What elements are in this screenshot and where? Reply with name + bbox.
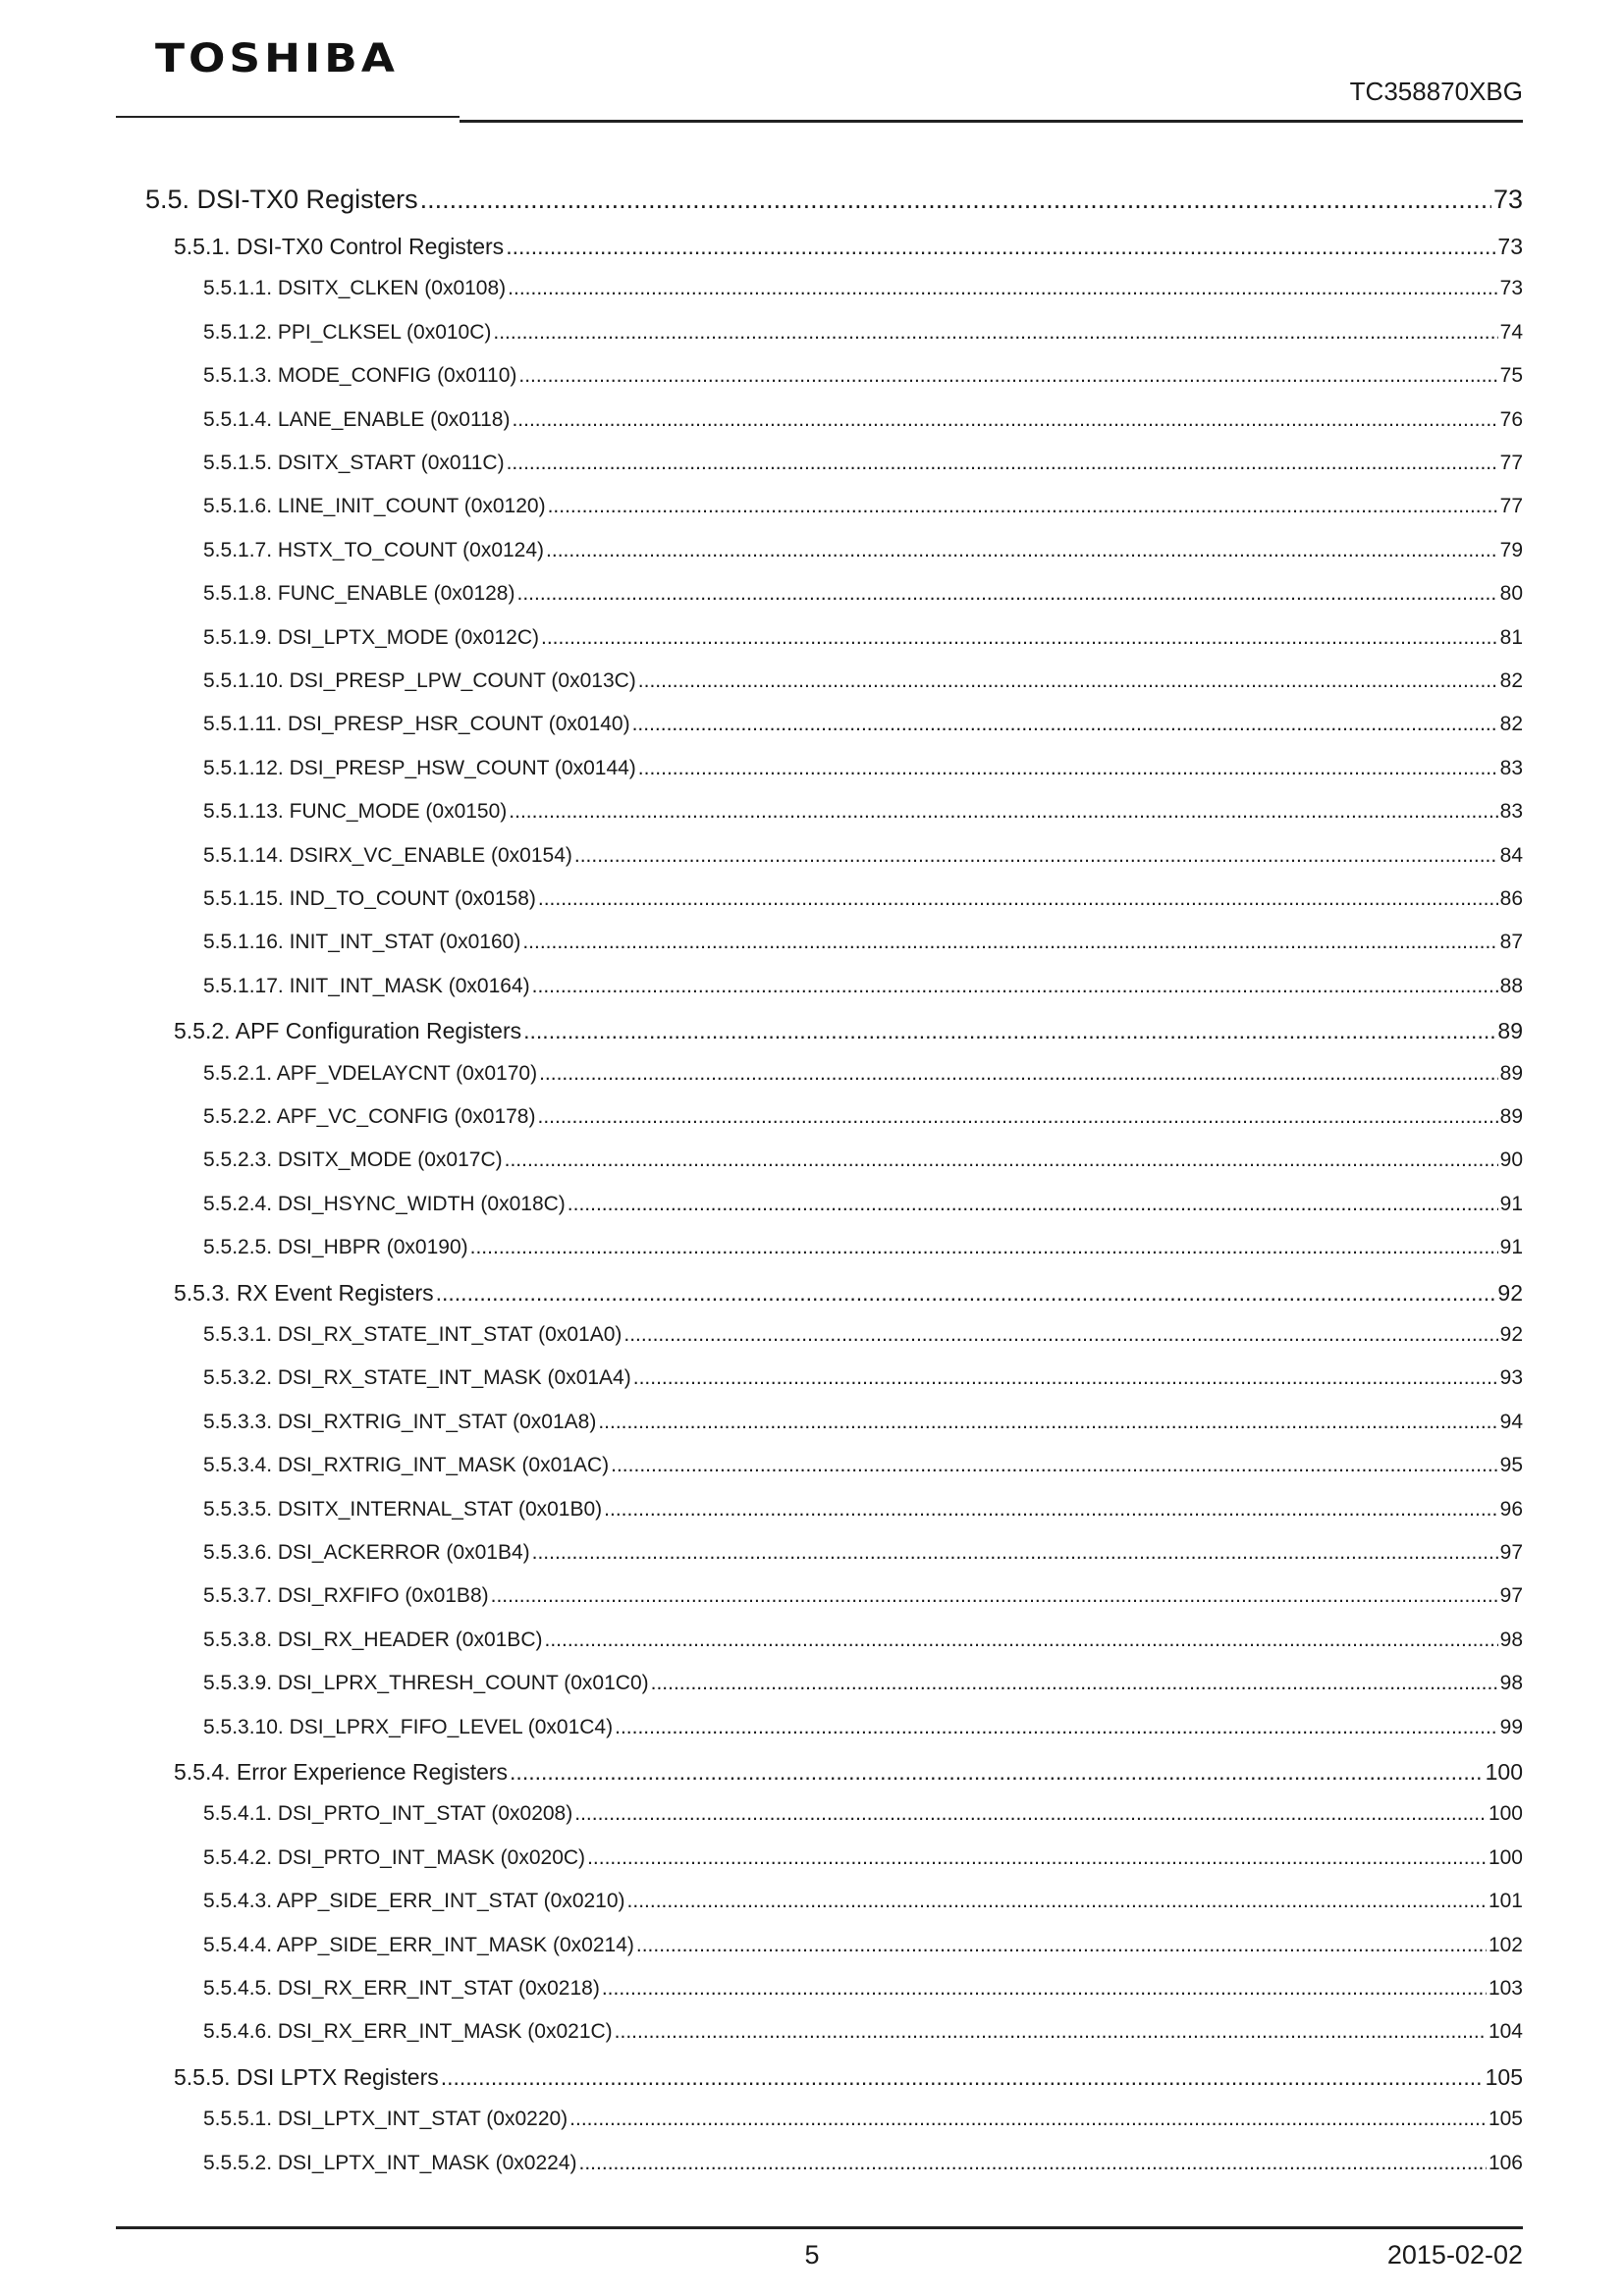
toc-entry[interactable] xyxy=(203,1148,1523,1172)
toc-entry-title: 5.5.4.6. DSI_RX_ERR_INT_MASK (0x021C) xyxy=(203,2020,613,2044)
toc-entry[interactable] xyxy=(203,1802,1523,1826)
toc-entry-page: 77 xyxy=(1499,495,1523,518)
toc-entry-title: 5.5.1.8. FUNC_ENABLE (0x0128) xyxy=(203,582,515,606)
toc-entry[interactable] xyxy=(203,1541,1523,1565)
toc-entry-title: 5.5.2.4. DSI_HSYNC_WIDTH (0x018C) xyxy=(203,1192,566,1215)
footer-date: 2015-02-02 xyxy=(1386,2240,1523,2269)
toc-entry-title: 5.5.1.1. DSITX_CLKEN (0x0108) xyxy=(203,277,507,300)
toc-entry-title: 5.5.3.7. DSI_RXFIFO (0x01B8) xyxy=(203,1584,489,1608)
toc-dot-leader xyxy=(507,452,1498,475)
toc-dot-leader xyxy=(539,1062,1498,1086)
toc-entry[interactable] xyxy=(203,1411,1523,1434)
toc-entry[interactable] xyxy=(203,364,1523,388)
toc-entry-page: 92 xyxy=(1499,1323,1523,1346)
toc-entry-page: 91 xyxy=(1499,1192,1523,1215)
toc-entry-page: 104 xyxy=(1488,2020,1523,2044)
toc-dot-leader xyxy=(548,495,1498,518)
toc-dot-leader xyxy=(569,2108,1487,2131)
toc-entry-page: 97 xyxy=(1499,1541,1523,1564)
toc-dot-leader xyxy=(510,1759,1484,1786)
toc-entry-title: 5.5.1.4. LANE_ENABLE (0x0118) xyxy=(203,407,511,431)
toc-entry[interactable] xyxy=(203,1366,1523,1390)
toc-dot-leader xyxy=(568,1193,1498,1216)
toc-dot-leader xyxy=(587,1846,1487,1870)
toc-dot-leader xyxy=(505,1148,1498,1172)
toc-entry[interactable] xyxy=(203,713,1523,736)
toc-dot-leader xyxy=(615,1716,1498,1739)
toc-entry[interactable] xyxy=(203,669,1523,693)
toc-entry-page: 91 xyxy=(1499,1236,1523,1259)
toc-dot-leader xyxy=(436,1280,1496,1307)
toc-entry[interactable] xyxy=(203,975,1523,998)
toc-entry[interactable] xyxy=(203,452,1523,475)
page-number: 5 xyxy=(804,2240,820,2269)
toc-entry[interactable] xyxy=(203,582,1523,606)
toc-dot-leader xyxy=(574,844,1498,868)
toc-entry-title: 5.5.5.1. DSI_LPTX_INT_STAT (0x0220) xyxy=(203,2108,568,2131)
toc-entry-title: 5.5.2.2. APF_VC_CONFIG (0x0178) xyxy=(203,1105,536,1128)
toc-dot-leader xyxy=(638,757,1498,780)
toc-entry-title: 5.5.5.2. DSI_LPTX_INT_MASK (0x0224) xyxy=(203,2151,577,2174)
toc-dot-leader xyxy=(491,1584,1498,1608)
toc-entry[interactable] xyxy=(203,1323,1523,1347)
toc-entry[interactable] xyxy=(203,408,1523,432)
toc-entry-page: 99 xyxy=(1499,1715,1523,1738)
toc-entry-title: 5.5. DSI-TX0 Registers xyxy=(145,185,418,214)
toc-entry-page: 87 xyxy=(1499,931,1523,954)
toc-entry-page: 83 xyxy=(1499,756,1523,779)
toc-entry-title: 5.5.4.1. DSI_PRTO_INT_STAT (0x0208) xyxy=(203,1802,573,1826)
toc-entry[interactable] xyxy=(203,495,1523,518)
toc-entry[interactable] xyxy=(203,1672,1523,1695)
toc-entry-title: 5.5.3.3. DSI_RXTRIG_INT_STAT (0x01A8) xyxy=(203,1410,597,1433)
toc-entry-title: 5.5.1. DSI-TX0 Control Registers xyxy=(174,234,505,259)
toc-entry[interactable] xyxy=(203,887,1523,911)
toc-dot-leader xyxy=(537,1105,1497,1129)
toc-entry-title: 5.5.1.6. LINE_INIT_COUNT (0x0120) xyxy=(203,495,546,518)
toc-entry[interactable] xyxy=(203,1584,1523,1608)
toc-entry[interactable] xyxy=(174,1018,1523,1044)
toc-dot-leader xyxy=(523,1018,1495,1044)
header-rule-left xyxy=(116,116,460,118)
toc-entry-title: 5.5.3.5. DSITX_INTERNAL_STAT (0x01B0) xyxy=(203,1497,603,1521)
toc-entry-title: 5.5.1.14. DSIRX_VC_ENABLE (0x0154) xyxy=(203,843,572,867)
toc-entry-title: 5.5.1.10. DSI_PRESP_LPW_COUNT (0x013C) xyxy=(203,669,636,692)
toc-entry-title: 5.5.1.2. PPI_CLKSEL (0x010C) xyxy=(203,320,492,344)
toc-entry-title: 5.5.3.9. DSI_LPRX_THRESH_COUNT (0x01C0) xyxy=(203,1672,649,1695)
toc-entry-page: 93 xyxy=(1499,1366,1523,1390)
toc-entry-page: 89 xyxy=(1499,1061,1523,1085)
toc-entry-title: 5.5.3.8. DSI_RX_HEADER (0x01BC) xyxy=(203,1628,543,1651)
toc-entry-page: 95 xyxy=(1499,1454,1523,1477)
document-id: TC358870XBG xyxy=(1349,77,1523,106)
toc-entry-title: 5.5.1.5. DSITX_START (0x011C) xyxy=(203,452,505,474)
toc-dot-leader xyxy=(512,408,1497,432)
toc-dot-leader xyxy=(518,364,1497,388)
toc-dot-leader xyxy=(636,1934,1487,1957)
company-logo: TOSHIBA xyxy=(155,35,399,81)
toc-dot-leader xyxy=(506,234,1495,260)
toc-entry[interactable] xyxy=(174,1759,1523,1786)
toc-entry-page: 100 xyxy=(1488,1845,1523,1869)
toc-entry-page: 83 xyxy=(1499,800,1523,824)
toc-entry-title: 5.5.1.16. INIT_INT_STAT (0x0160) xyxy=(203,931,521,954)
toc-dot-leader xyxy=(611,1454,1498,1477)
toc-entry-page: 97 xyxy=(1499,1584,1523,1608)
toc-dot-leader xyxy=(604,1498,1497,1522)
toc-entry-page: 100 xyxy=(1485,1759,1523,1785)
toc-entry-title: 5.5.3.1. DSI_RX_STATE_INT_STAT (0x01A0) xyxy=(203,1323,623,1346)
toc-entry-title: 5.5.3.10. DSI_LPRX_FIFO_LEVEL (0x01C4) xyxy=(203,1715,614,1738)
toc-entry-page: 88 xyxy=(1499,974,1523,997)
toc-entry[interactable] xyxy=(203,277,1523,300)
toc-entry-page: 73 xyxy=(1499,277,1523,300)
toc-entry[interactable] xyxy=(203,321,1523,345)
toc-entry-page: 73 xyxy=(1492,185,1523,214)
toc-entry-page: 77 xyxy=(1499,452,1523,474)
toc-entry[interactable] xyxy=(203,1454,1523,1477)
toc-dot-leader xyxy=(441,2064,1484,2091)
toc-dot-leader xyxy=(602,1977,1487,2001)
toc-entry[interactable] xyxy=(174,1280,1523,1307)
toc-dot-leader xyxy=(493,321,1497,345)
toc-entry-page: 106 xyxy=(1488,2151,1523,2174)
toc-entry[interactable] xyxy=(203,1062,1523,1086)
toc-entry-title: 5.5.3.2. DSI_RX_STATE_INT_MASK (0x01A4) xyxy=(203,1366,631,1390)
toc-dot-leader xyxy=(579,2152,1487,2175)
toc-entry-title: 5.5.3.4. DSI_RXTRIG_INT_MASK (0x01AC) xyxy=(203,1454,610,1477)
toc-entry-page: 102 xyxy=(1488,1933,1523,1956)
toc-entry-page: 76 xyxy=(1499,407,1523,431)
toc-entry-title: 5.5.1.3. MODE_CONFIG (0x0110) xyxy=(203,364,517,388)
toc-entry[interactable] xyxy=(203,1977,1523,2001)
toc-entry-title: 5.5.2. APF Configuration Registers xyxy=(174,1018,522,1044)
toc-entry-page: 80 xyxy=(1499,582,1523,606)
toc-entry[interactable] xyxy=(203,1105,1523,1129)
footer-rule xyxy=(116,2226,1523,2229)
toc-entry[interactable] xyxy=(203,1716,1523,1739)
toc-entry-title: 5.5.5. DSI LPTX Registers xyxy=(174,2063,439,2090)
toc-dot-leader xyxy=(538,887,1498,911)
toc-entry-page: 89 xyxy=(1497,1018,1523,1044)
toc-dot-leader xyxy=(516,582,1497,606)
toc-entry-title: 5.5.1.12. DSI_PRESP_HSW_COUNT (0x0144) xyxy=(203,756,636,779)
toc-dot-leader xyxy=(574,1802,1487,1826)
header-rule xyxy=(460,120,1523,123)
toc-entry-page: 96 xyxy=(1499,1497,1523,1521)
toc-entry-page: 98 xyxy=(1499,1628,1523,1651)
toc-entry-page: 73 xyxy=(1497,234,1523,259)
toc-entry-page: 82 xyxy=(1499,713,1523,736)
toc-entry[interactable] xyxy=(145,185,1523,215)
toc-entry-title: 5.5.4.2. DSI_PRTO_INT_MASK (0x020C) xyxy=(203,1845,586,1869)
toc-entry-title: 5.5.4.4. APP_SIDE_ERR_INT_MASK (0x0214) xyxy=(203,1933,634,1956)
toc-entry[interactable] xyxy=(203,931,1523,954)
toc-entry[interactable] xyxy=(203,1846,1523,1870)
toc-entry-title: 5.5.1.15. IND_TO_COUNT (0x0158) xyxy=(203,887,536,910)
toc-entry-title: 5.5.1.13. FUNC_MODE (0x0150) xyxy=(203,800,508,824)
toc-dot-leader xyxy=(598,1411,1497,1434)
toc-dot-leader xyxy=(632,713,1498,736)
toc-entry-title: 5.5.3.6. DSI_ACKERROR (0x01B4) xyxy=(203,1541,530,1564)
toc-entry[interactable] xyxy=(203,626,1523,650)
toc-entry[interactable] xyxy=(203,539,1523,562)
toc-entry-page: 92 xyxy=(1497,1279,1523,1306)
toc-dot-leader xyxy=(623,1323,1497,1347)
toc-entry-page: 82 xyxy=(1499,669,1523,692)
toc-entry[interactable] xyxy=(203,2020,1523,2044)
toc-entry[interactable] xyxy=(203,1890,1523,1913)
toc-entry[interactable] xyxy=(203,757,1523,780)
toc-entry-title: 5.5.4. Error Experience Registers xyxy=(174,1759,509,1785)
toc-dot-leader xyxy=(522,931,1497,954)
toc-entry-title: 5.5.2.5. DSI_HBPR (0x0190) xyxy=(203,1236,468,1259)
toc-entry-title: 5.5.3. RX Event Registers xyxy=(174,1279,434,1306)
toc-entry-title: 5.5.2.3. DSITX_MODE (0x017C) xyxy=(203,1148,503,1172)
toc-entry-page: 105 xyxy=(1485,2063,1523,2090)
toc-entry[interactable] xyxy=(203,844,1523,868)
toc-entry-title: 5.5.1.7. HSTX_TO_COUNT (0x0124) xyxy=(203,538,545,561)
toc-entry-title: 5.5.4.3. APP_SIDE_ERR_INT_STAT (0x0210) xyxy=(203,1890,625,1913)
toc-dot-leader xyxy=(544,1629,1497,1652)
toc-entry-page: 79 xyxy=(1499,538,1523,561)
toc-dot-leader xyxy=(633,1366,1498,1390)
toc-dot-leader xyxy=(615,2020,1487,2044)
toc-entry[interactable] xyxy=(203,1236,1523,1259)
toc-dot-leader xyxy=(470,1236,1498,1259)
toc-entry[interactable] xyxy=(203,1629,1523,1652)
toc-entry-page: 75 xyxy=(1499,364,1523,388)
toc-dot-leader xyxy=(546,539,1498,562)
toc-entry-page: 103 xyxy=(1488,1977,1523,2000)
toc-entry-page: 105 xyxy=(1488,2108,1523,2131)
toc-entry-page: 90 xyxy=(1499,1148,1523,1172)
toc-entry-title: 5.5.1.9. DSI_LPTX_MODE (0x012C) xyxy=(203,625,539,649)
toc-dot-leader xyxy=(532,1541,1498,1565)
toc-dot-leader xyxy=(508,277,1497,300)
toc-entry[interactable] xyxy=(174,234,1523,260)
toc-entry-title: 5.5.4.5. DSI_RX_ERR_INT_STAT (0x0218) xyxy=(203,1977,600,2000)
toc-entry[interactable] xyxy=(203,2108,1523,2131)
toc-entry-page: 84 xyxy=(1499,843,1523,867)
toc-dot-leader xyxy=(627,1890,1487,1913)
toc-entry-page: 81 xyxy=(1499,625,1523,649)
toc-entry[interactable] xyxy=(203,1498,1523,1522)
toc-entry[interactable] xyxy=(203,2152,1523,2175)
toc-entry-page: 100 xyxy=(1488,1802,1523,1826)
toc-entry[interactable] xyxy=(203,800,1523,824)
toc-entry-page: 74 xyxy=(1499,320,1523,344)
toc-entry-page: 89 xyxy=(1499,1105,1523,1128)
toc-entry-title: 5.5.2.1. APF_VDELAYCNT (0x0170) xyxy=(203,1061,538,1085)
toc-entry-page: 94 xyxy=(1499,1410,1523,1433)
toc-entry-page: 86 xyxy=(1499,887,1523,910)
toc-entry[interactable] xyxy=(203,1193,1523,1216)
toc-entry-page: 101 xyxy=(1488,1890,1523,1913)
toc-dot-leader xyxy=(509,800,1497,824)
toc-entry[interactable] xyxy=(174,2064,1523,2091)
toc-dot-leader xyxy=(651,1672,1498,1695)
toc-dot-leader xyxy=(420,185,1491,215)
toc-entry[interactable] xyxy=(203,1934,1523,1957)
toc-dot-leader xyxy=(532,975,1498,998)
toc-entry-title: 5.5.1.11. DSI_PRESP_HSR_COUNT (0x0140) xyxy=(203,713,630,736)
toc-dot-leader xyxy=(541,626,1498,650)
toc-entry-title: 5.5.1.17. INIT_INT_MASK (0x0164) xyxy=(203,974,530,997)
toc-entry-page: 98 xyxy=(1499,1672,1523,1695)
toc-dot-leader xyxy=(638,669,1498,693)
